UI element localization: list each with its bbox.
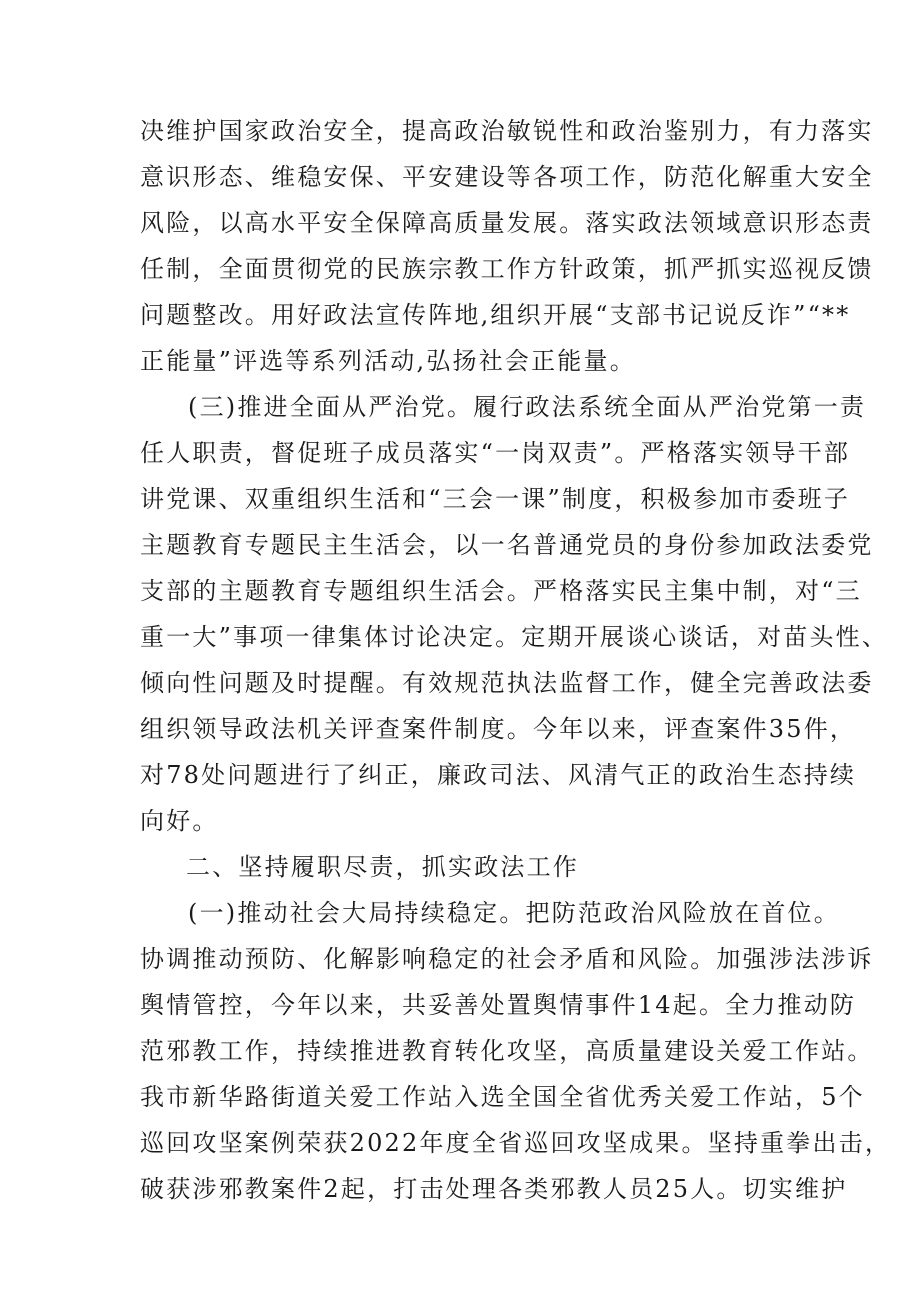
paragraph-line: 对78处问题进行了纠正，廉政司法、风清气正的政治生态持续 [140,761,857,789]
paragraph-line: 重一大”事项一律集体讨论决定。定期开展谈心谈话，对苗头性、 [140,623,889,651]
paragraph-line: 正能量”评选等系列活动,弘扬社会正能量。 [140,347,636,375]
paragraph-line: 讲党课、双重组织生活和“三会一课”制度，积极参加市委班子 [140,485,851,513]
paragraph-line: 我市新华路街道关爱工作站入选全国全省优秀关爱工作站，5个 [140,1083,865,1111]
paragraph-line: 舆情管控，今年以来，共妥善处置舆情事件14起。全力推动防 [140,991,857,1019]
paragraph-line: 任人职责，督促班子成员落实“一岗双责”。严格落实领导干部 [140,439,851,467]
paragraph-line: 范邪教工作，持续推进教育转化攻坚，高质量建设关爱工作站。 [140,1037,874,1065]
paragraph-line: 协调推动预防、化解影响稳定的社会矛盾和风险。加强涉法涉诉 [140,945,874,973]
paragraph-line: 任制，全面贯彻党的民族宗教工作方针政策，抓严抓实巡视反馈 [140,255,874,283]
paragraph-line: 风险，以高水平安全保障高质量发展。落实政法领域意识形态责 [140,209,874,237]
subsection-1-heading-line: (一)推动社会大局持续稳定。把防范政治风险放在首位。 [188,899,840,927]
section-3-heading-line: (三)推进全面从严治党。履行政法系统全面从严治党第一责 [188,393,867,421]
paragraph-line: 支部的主题教育专题组织生活会。严格落实民主集中制，对“三 [140,577,862,605]
paragraph-line: 问题整改。用好政法宣传阵地,组织开展“支部书记说反诈”“** [140,301,851,329]
paragraph-line: 主题教育专题民主生活会，以一名普通党员的身份参加政法委党 [140,531,874,559]
paragraph-line: 倾向性问题及时提醒。有效规范执法监督工作，健全完善政法委 [140,669,874,697]
paragraph-line: 巡回攻坚案例荣获2022年度全省巡回攻坚成果。坚持重拳出击， [140,1129,892,1157]
paragraph-line: 决维护国家政治安全，提高政治敏锐性和政治鉴别力，有力落实 [140,117,874,145]
paragraph-line: 意识形态、维稳安保、平安建设等各项工作，防范化解重大安全 [140,163,874,191]
paragraph-line: 向好。 [140,807,219,835]
paragraph-line: 破获涉邪教案件2起，打击处理各类邪教人员25人。切实维护 [140,1175,848,1203]
section-heading: 二、坚持履职尽责，抓实政法工作 [186,853,579,881]
paragraph-line: 组织领导政法机关评查案件制度。今年以来，评查案件35件， [140,715,857,743]
